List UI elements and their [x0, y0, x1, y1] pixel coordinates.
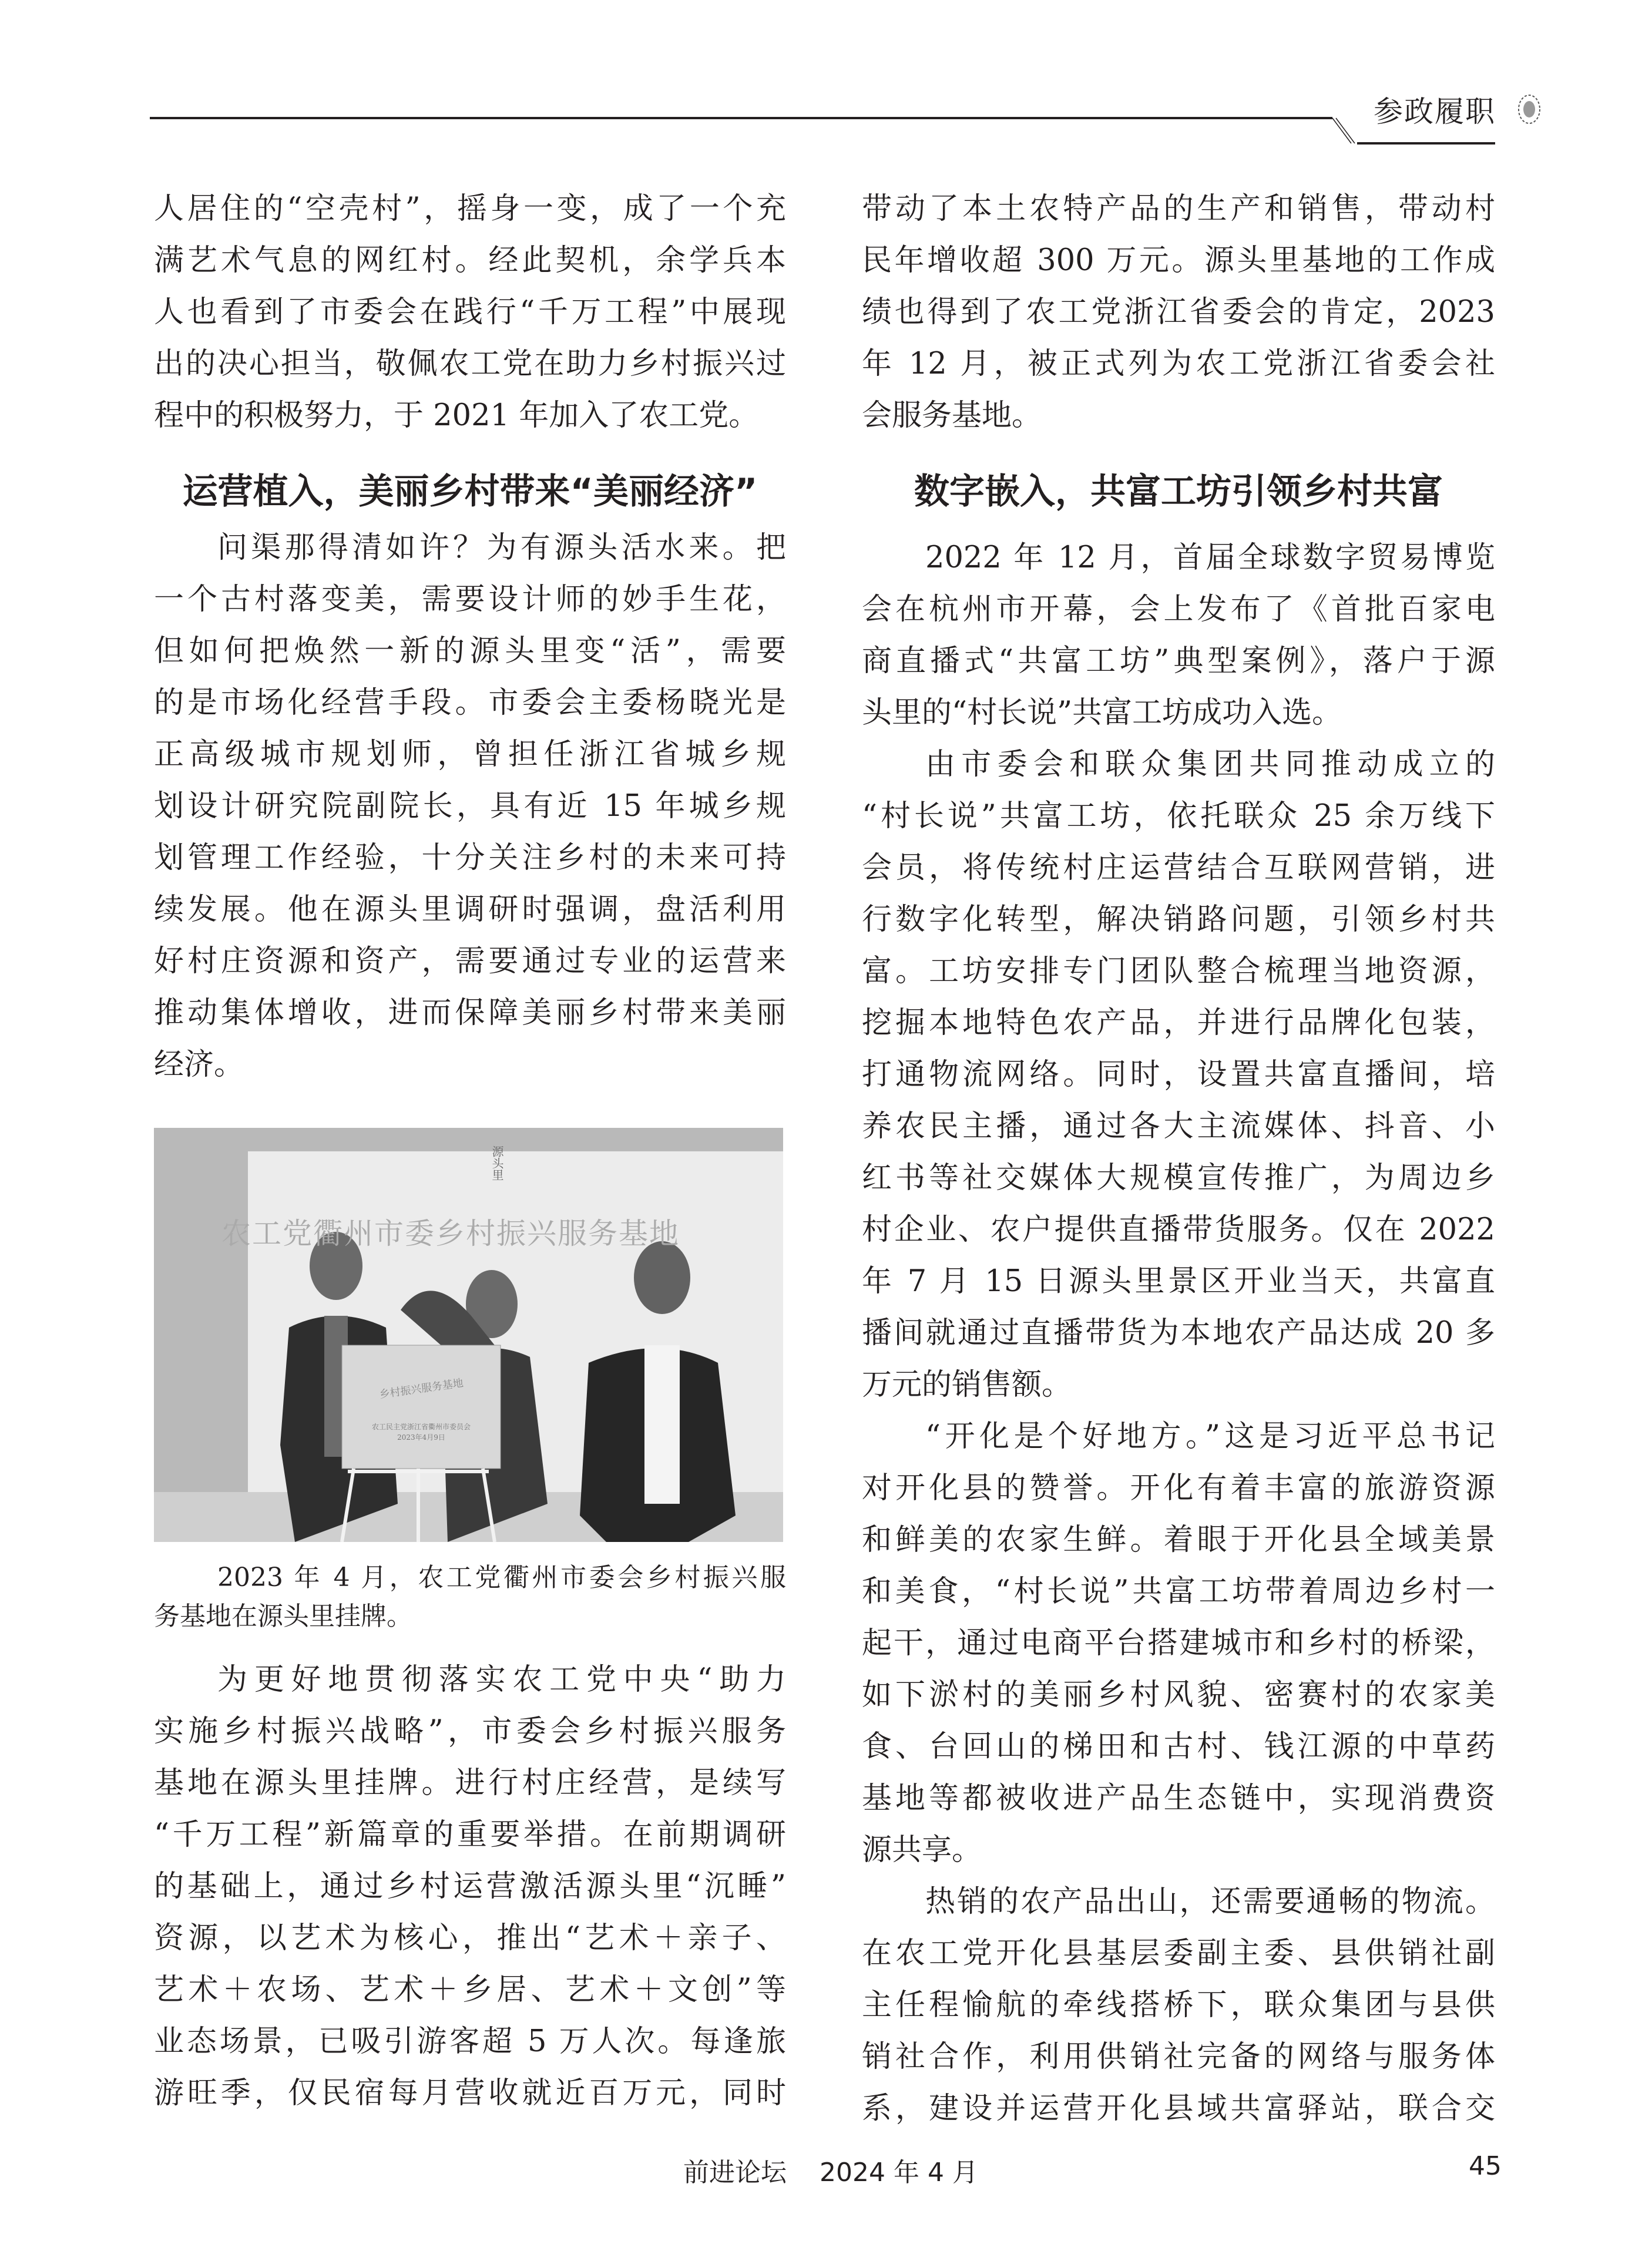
text-line: 和美食，“村长说”共富工坊带着周边乡村一 [862, 1574, 1495, 1609]
text-line: 头里的“村长说”共富工坊成功入选。 [862, 696, 1342, 730]
text-line: “村长说”共富工坊，依托联众 25 余万线下 [862, 799, 1495, 834]
paragraph-logistics [862, 1876, 1495, 2135]
footer-magazine-name: 前进论坛 [683, 2158, 787, 2188]
text-line: 起干，通过电商平台搭建城市和乡村的桥梁， [862, 1626, 1495, 1661]
text-line: 问渠那得清如许？为有源头活水来。把 [217, 530, 786, 565]
text-line: 游旺季，仅民宿每月营收就近百万元，同时 [154, 2076, 786, 2111]
text-line: 人居住的“空壳村”，摇身一变，成了一个充 [154, 191, 786, 226]
text-line: 划管理工作经验，十分关注乡村的未来可持 [154, 841, 786, 875]
text-line: 业态场景，已吸引游客超 5 万人次。每逢旅 [154, 2024, 786, 2059]
text-line: 会员，将传统村庄运营结合互联网营销，进 [862, 851, 1495, 885]
photo-caption [154, 1558, 786, 1636]
text-line: 销社合作，利用供销社完备的网络与服务体 [862, 2040, 1495, 2074]
text-line: 艺术＋农场、艺术＋乡居、艺术＋文创”等 [154, 1973, 786, 2007]
section-title: 参政履职 [1374, 95, 1496, 129]
text-line: 务基地在源头里挂牌。 [154, 1601, 412, 1631]
text-line: 养农民主播，通过各大主流媒体、抖音、小 [862, 1109, 1495, 1144]
section-heading-digital: 数字嵌入，共富工坊引领乡村共富 [914, 471, 1443, 512]
plaque [342, 1345, 501, 1469]
text-line: 基地在源头里挂牌。进行村庄经营，是续写 [154, 1766, 786, 1800]
text-line: 2022 年 12 月，首届全球数字贸易博览 [925, 540, 1495, 575]
text-line: 会服务基地。 [862, 398, 1042, 433]
text-line: 资源，以艺术为核心，推出“艺术＋亲子、 [154, 1921, 786, 1956]
text-line: 人也看到了市委会在践行“千万工程”中展现 [154, 295, 786, 330]
text-line: 挖掘本地特色农产品，并进行品牌化包装， [862, 1006, 1495, 1040]
text-line: 划设计研究院副院长，具有近 15 年城乡规 [154, 789, 786, 824]
text-line: 出的决心担当，敬佩农工党在助力乡村振兴过 [154, 347, 786, 381]
text-line: 主任程愉航的牵线搭桥下，联众集团与县供 [862, 1988, 1495, 2022]
text-line: 绩也得到了农工党浙江省委会的肯定，2023 [862, 295, 1495, 330]
section-heading-operations: 运营植入，美丽乡村带来“美丽经济” [182, 471, 758, 512]
right-paragraph-continued [862, 183, 1495, 442]
text-line: 由市委会和联众集团共同推动成立的 [925, 747, 1495, 782]
paragraph-kaihua [862, 1411, 1495, 1876]
text-line: 打通物流网络。同时，设置共富直播间，培 [862, 1057, 1495, 1092]
text-line: 村企业、农户提供直播带货服务。仅在 2022 [862, 1212, 1495, 1247]
text-line: 源共享。 [862, 1833, 982, 1867]
text-line: 如下淤村的美丽乡村风貌、密赛村的农家美 [862, 1678, 1495, 1712]
text-line: “开化是个好地方。”这是习近平总书记 [925, 1419, 1495, 1454]
paragraph-operations [154, 522, 786, 1091]
text-line: 食、台回山的梯田和古村、钱江源的中草药 [862, 1729, 1495, 1764]
text-line: 年 12 月，被正式列为农工党浙江省委会社 [862, 347, 1495, 381]
target-circle-icon [1516, 93, 1543, 126]
plaque-title: 乡村振兴服务基地 [378, 1377, 464, 1401]
text-line: 带动了本土农特产品的生产和销售，带动村 [862, 191, 1495, 226]
plaque-org: 农工民主党浙江省衢州市委员会 [371, 1423, 471, 1431]
text-line: 基地等都被收进产品生态链中，实现消费资 [862, 1781, 1495, 1816]
event-photo [154, 1128, 783, 1542]
text-line: 会在杭州市开幕，会上发布了《首批百家电 [862, 592, 1495, 627]
left-paragraph-continued [154, 183, 786, 442]
text-line: 对开化县的赞誉。开化有着丰富的旅游资源 [862, 1471, 1495, 1506]
text-line: 播间就通过直播带货为本地农产品达成 20 多 [862, 1316, 1495, 1350]
text-line: 系，建设并运营开化县域共富驿站，联合交 [862, 2091, 1495, 2126]
text-line: 商直播式“共富工坊”典型案例》，落户于源 [862, 644, 1495, 678]
text-line: 民年增收超 300 万元。源头里基地的工作成 [862, 243, 1495, 278]
text-line: 年 7 月 15 日源头里景区开业当天，共富直 [862, 1264, 1495, 1299]
text-line: 好村庄资源和资产，需要通过专业的运营来 [154, 944, 786, 979]
text-line: 热销的农产品出山，还需要通畅的物流。 [925, 1884, 1495, 1919]
footer-issue-date: 2024 年 4 月 [820, 2158, 978, 2188]
text-line: 一个古村落变美，需要设计师的妙手生花， [154, 582, 786, 617]
plaque-date: 2023年4月9日 [397, 1433, 445, 1442]
text-line: 万元的销售额。 [862, 1368, 1072, 1402]
text-line: 的是市场化经营手段。市委会主委杨晓光是 [154, 686, 786, 720]
paragraph-base-plaque [154, 1654, 786, 2119]
text-line: 红书等社交媒体大规模宣传推广，为周边乡 [862, 1161, 1495, 1195]
paragraph-digital-expo [862, 532, 1495, 739]
text-line: 2023 年 4 月，农工党衢州市委会乡村振兴服 [217, 1563, 786, 1592]
text-line: 实施乡村振兴战略”，市委会乡村振兴服务 [154, 1714, 786, 1749]
text-line: 程中的积极努力，于 2021 年加入了农工党。 [154, 398, 759, 433]
text-line: 推动集体增收，进而保障美丽乡村带来美丽 [154, 996, 786, 1030]
screen-banner-text: 农工党衢州市委乡村振兴服务基地 [221, 1217, 680, 1251]
text-line: 行数字化转型，解决销路问题，引领乡村共 [862, 902, 1495, 937]
text-line: 富。工坊安排专门团队整合梳理当地资源， [862, 954, 1495, 989]
text-line: 但如何把焕然一新的源头里变“活”，需要 [154, 634, 786, 668]
text-line: 经济。 [154, 1047, 244, 1082]
logo-text: 源头里 [490, 1145, 504, 1181]
text-line: 续发展。他在源头里调研时强调，盘活利用 [154, 892, 786, 927]
page-number: 45 [1469, 2151, 1502, 2181]
text-line: 和鲜美的农家生鲜。着眼于开化县全域美景 [862, 1523, 1495, 1557]
paragraph-workshop [862, 739, 1495, 1411]
text-line: “千万工程”新篇章的重要举措。在前期调研 [154, 1817, 786, 1852]
text-line: 的基础上，通过乡村运营激活源头里“沉睡” [154, 1869, 786, 1904]
text-line: 在农工党开化县基层委副主委、县供销社副 [862, 1936, 1495, 1971]
text-line: 为更好地贯彻落实农工党中央“助力 [217, 1662, 786, 1697]
text-line: 正高级城市规划师，曾担任浙江省城乡规 [154, 737, 786, 772]
text-line: 满艺术气息的网红村。经此契机，余学兵本 [154, 243, 786, 278]
